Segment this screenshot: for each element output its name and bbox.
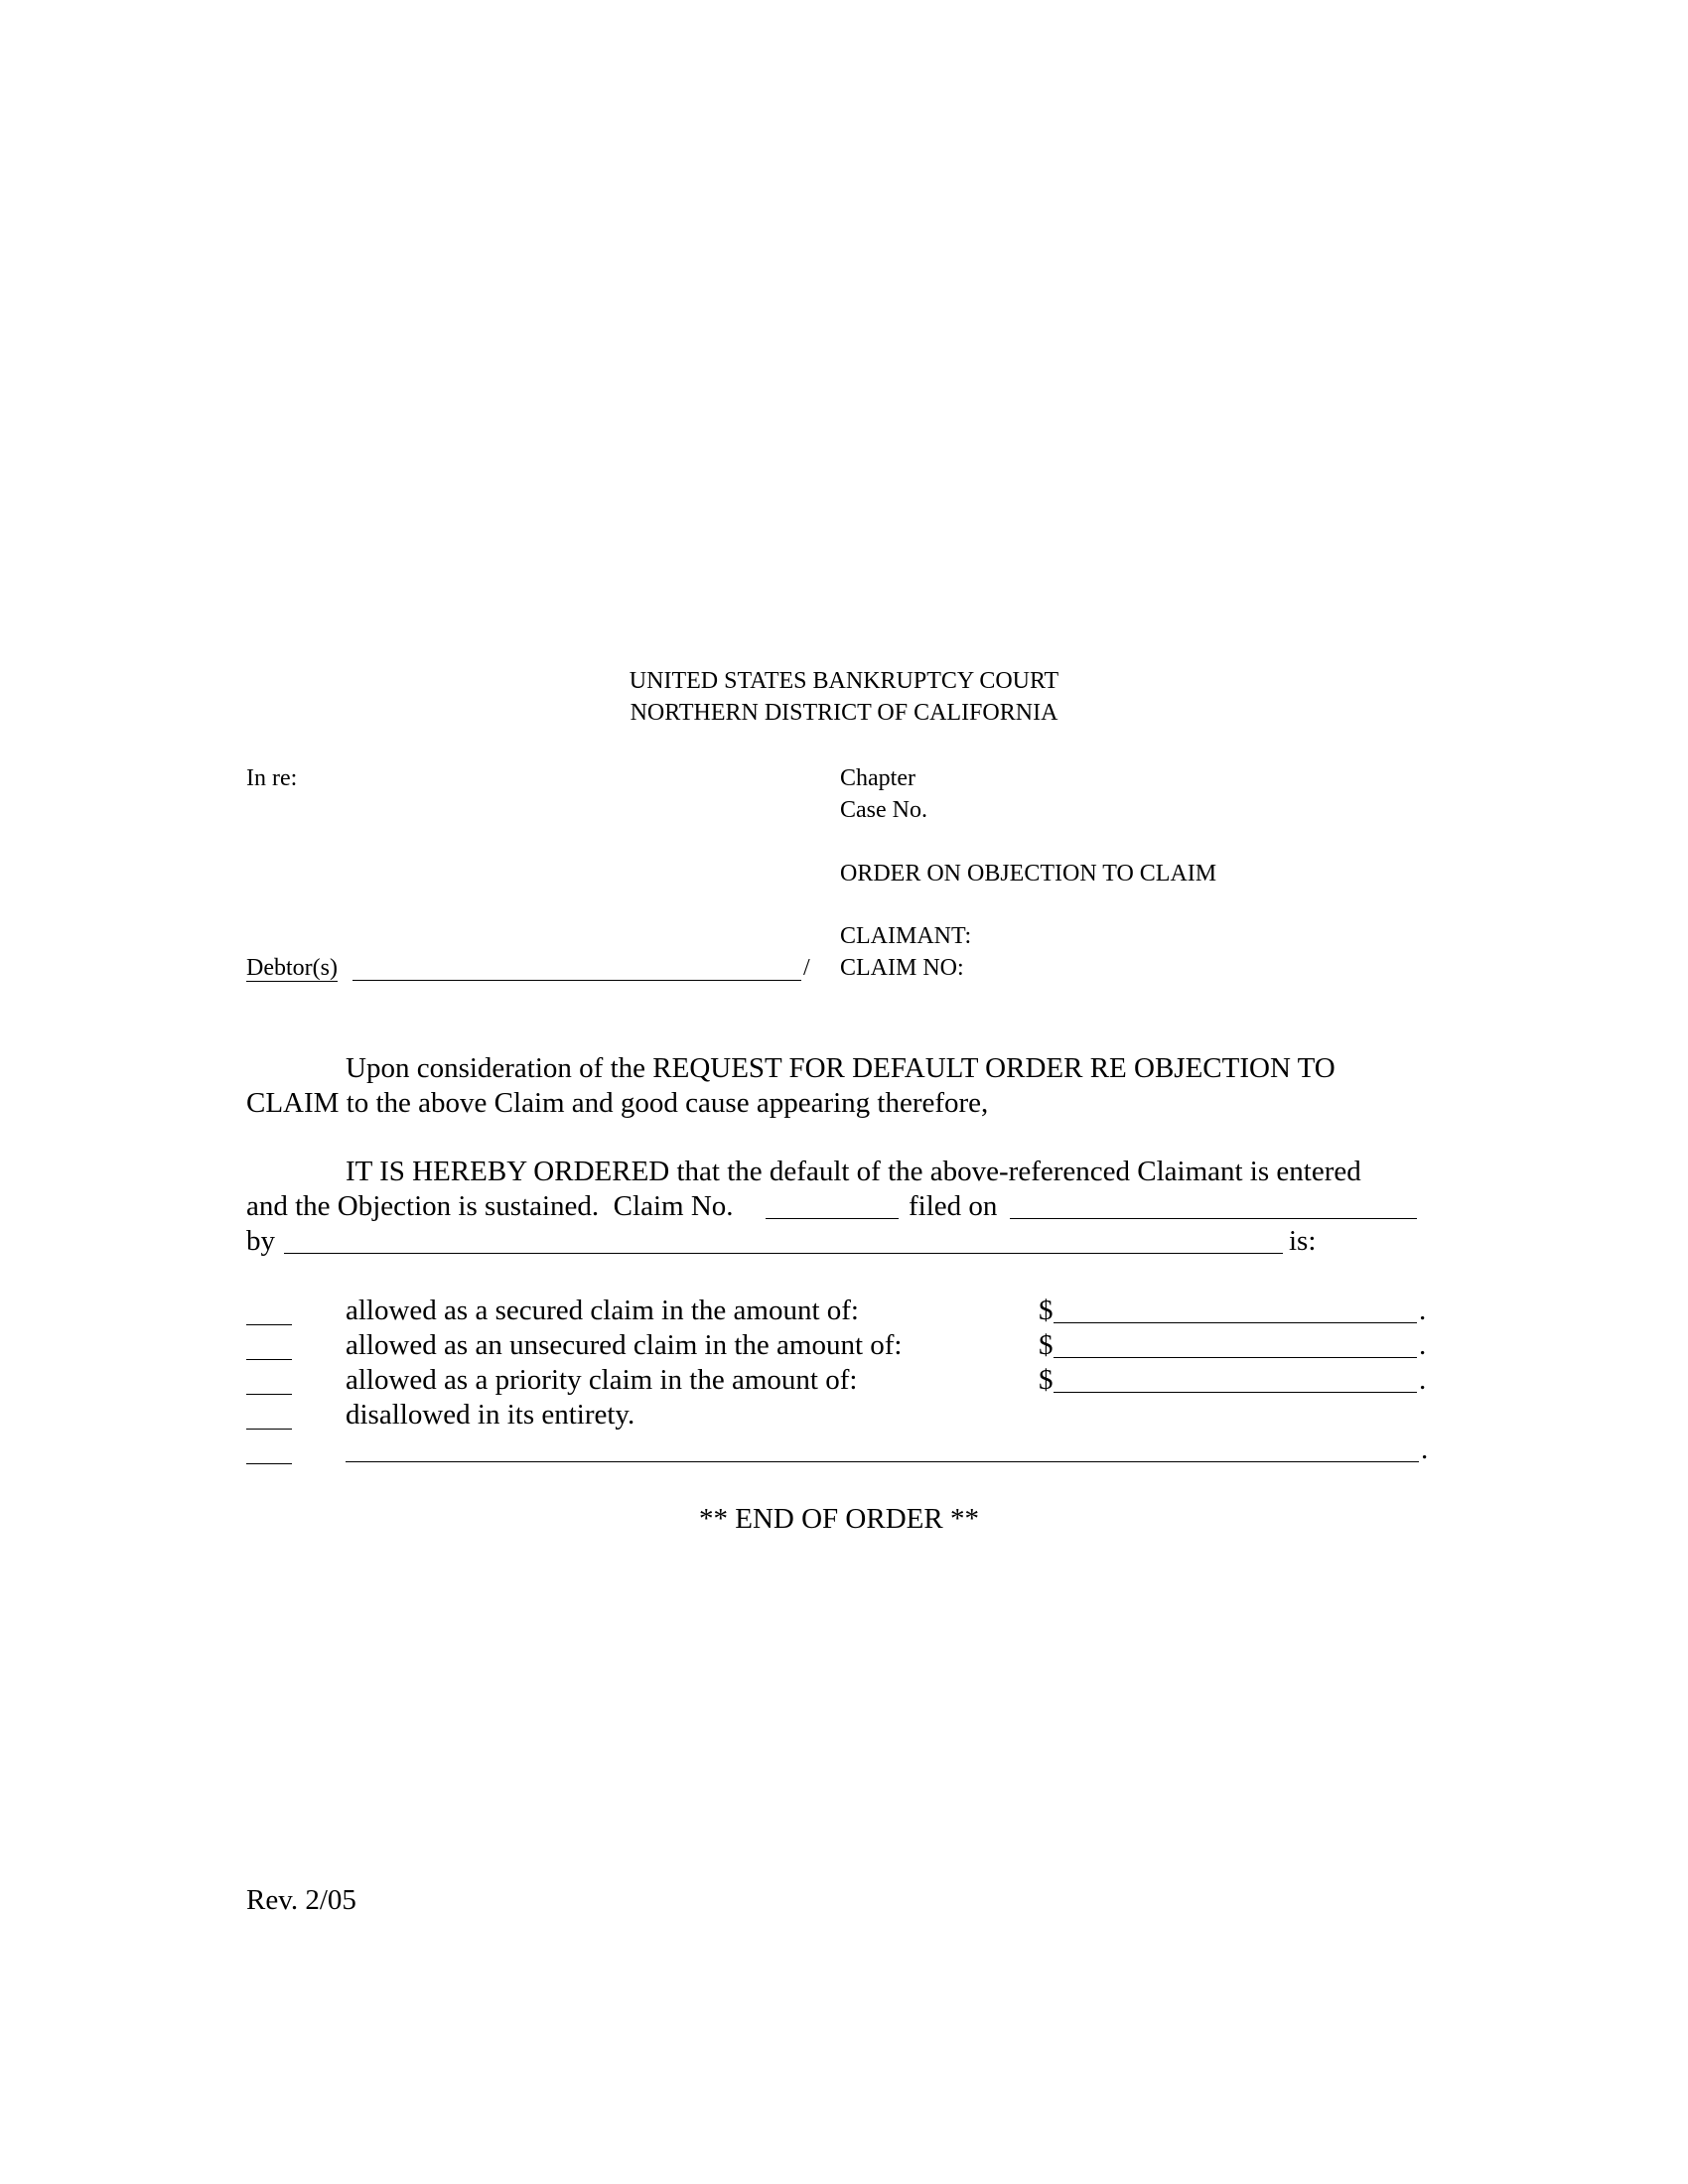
debtor-label-text: Debtor(s) xyxy=(246,955,338,981)
option-label-secured: allowed as a secured claim in the amount of: xyxy=(346,1295,859,1326)
option-checkbox-unsecured[interactable] xyxy=(246,1359,292,1360)
in-re-label: In re: xyxy=(246,765,298,791)
option-checkbox-disallowed[interactable] xyxy=(246,1429,292,1430)
option-label-priority: allowed as a priority claim in the amount of: xyxy=(346,1364,858,1396)
end-of-order: ** END OF ORDER ** xyxy=(699,1503,979,1535)
line-end: . xyxy=(1419,1329,1427,1361)
option-checkbox-secured[interactable] xyxy=(246,1324,292,1325)
line-end: . xyxy=(1421,1433,1429,1465)
paragraph-2-line-1: IT IS HEREBY ORDERED that the default of the above-referenced Claimant is entered xyxy=(346,1156,1361,1187)
line-end: . xyxy=(1419,1295,1427,1326)
court-name: UNITED STATES BANKRUPTCY COURT xyxy=(629,668,1059,694)
revision-note: Rev. 2/05 xyxy=(246,1884,356,1916)
paragraph-1-line-1: Upon consideration of the REQUEST FOR DEFAULT ORDER RE OBJECTION TO xyxy=(346,1052,1336,1084)
paragraph-2-line-3a: by xyxy=(246,1225,275,1257)
amount-blank-secured[interactable] xyxy=(1054,1322,1417,1323)
amount-blank-priority[interactable] xyxy=(1054,1392,1417,1393)
currency-sign: $ xyxy=(1039,1295,1054,1326)
debtor-label xyxy=(246,956,338,980)
filed-by-blank[interactable] xyxy=(284,1253,1283,1254)
chapter-label: Chapter xyxy=(840,765,915,791)
option-label-disallowed: disallowed in its entirety. xyxy=(346,1399,635,1431)
claim-no-label: CLAIM NO: xyxy=(840,955,964,981)
caption-slash: / xyxy=(803,955,810,981)
currency-sign: $ xyxy=(1039,1329,1054,1361)
option-label-unsecured: allowed as an unsecured claim in the amount of: xyxy=(346,1329,903,1361)
line-end: . xyxy=(1419,1364,1427,1396)
filed-on-blank[interactable] xyxy=(1010,1218,1417,1219)
option-checkbox-other[interactable] xyxy=(246,1463,292,1464)
option-checkbox-priority[interactable] xyxy=(246,1394,292,1395)
paragraph-2-line-3b: is: xyxy=(1289,1225,1317,1257)
order-title: ORDER ON OBJECTION TO CLAIM xyxy=(840,861,1217,887)
currency-sign: $ xyxy=(1039,1364,1054,1396)
debtor-name-line[interactable] xyxy=(352,980,801,981)
paragraph-2-line-2a: and the Objection is sustained. Claim No. xyxy=(246,1190,734,1222)
court-district: NORTHERN DISTRICT OF CALIFORNIA xyxy=(630,700,1058,726)
claimant-label: CLAIMANT: xyxy=(840,923,972,949)
claim-no-blank[interactable] xyxy=(766,1218,899,1219)
other-text-blank[interactable] xyxy=(346,1461,1419,1462)
amount-blank-unsecured[interactable] xyxy=(1054,1357,1417,1358)
paragraph-1-line-2: CLAIM to the above Claim and good cause appearing therefore, xyxy=(246,1087,989,1119)
case-no-label: Case No. xyxy=(840,797,927,823)
paragraph-2-line-2b: filed on xyxy=(909,1190,998,1222)
